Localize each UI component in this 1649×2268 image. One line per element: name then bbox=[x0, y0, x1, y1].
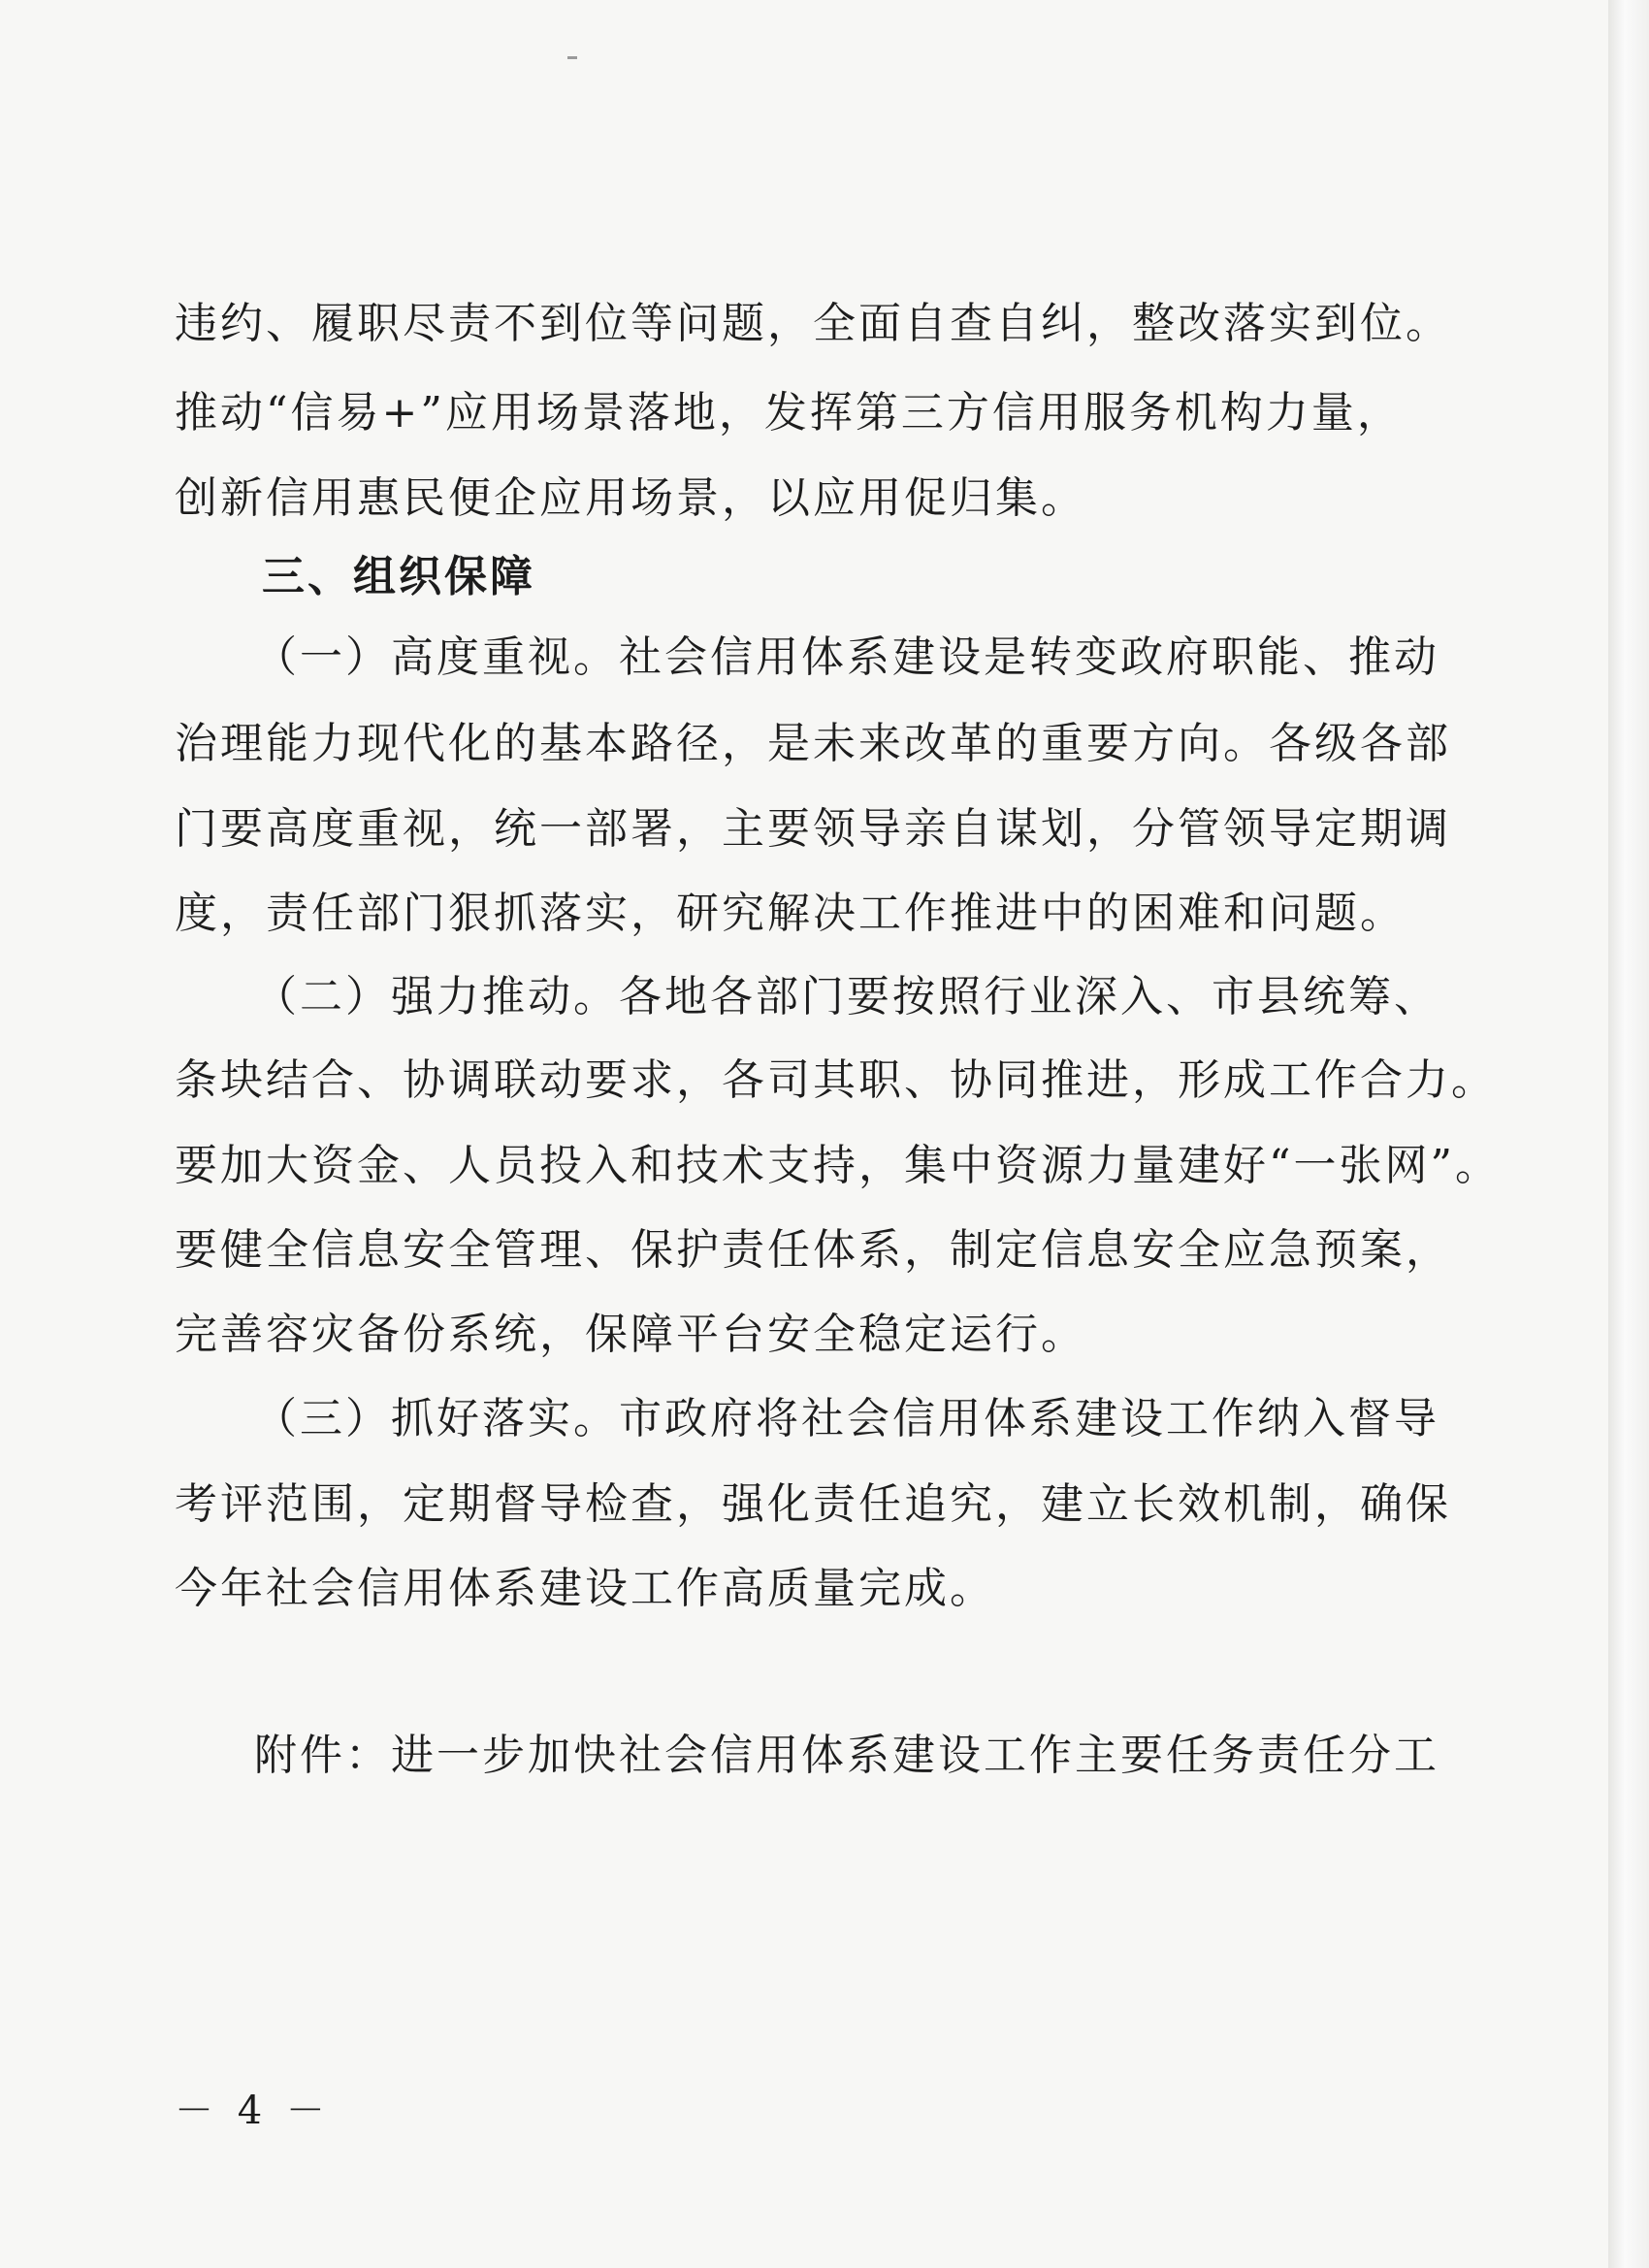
body-text-line: （一）高度重视。社会信用体系建设是转变政府职能、推动 bbox=[254, 632, 1439, 682]
body-text-line: 要加大资金、人员投入和技术支持，集中资源力量建好“一张网”。 bbox=[175, 1141, 1501, 1190]
page-number: － 4 － bbox=[175, 2089, 331, 2133]
body-text-line: 门要高度重视，统一部署，主要领导亲自谋划，分管领导定期调 bbox=[175, 804, 1451, 854]
page-edge bbox=[1608, 0, 1649, 2268]
scan-mark bbox=[567, 56, 577, 59]
body-text-line: 要健全信息安全管理、保护责任体系，制定信息安全应急预案， bbox=[175, 1225, 1451, 1275]
section-heading: 三、组织保障 bbox=[262, 552, 535, 601]
body-text-line: 违约、履职尽责不到位等问题，全面自查自纠，整改落实到位。 bbox=[175, 299, 1451, 348]
attachment-note: 附件：进一步加快社会信用体系建设工作主要任务责任分工 bbox=[254, 1731, 1439, 1780]
body-text-line: 今年社会信用体系建设工作高质量完成。 bbox=[175, 1564, 995, 1613]
body-text-line: 推动“信易+”应用场景落地，发挥第三方信用服务机构力量， bbox=[175, 388, 1403, 437]
body-text-line: 考评范围，定期督导检查，强化责任追究，建立长效机制，确保 bbox=[175, 1479, 1451, 1529]
body-text-line: 完善容灾备份系统，保障平台安全稳定运行。 bbox=[175, 1310, 1086, 1359]
body-text-line: 度，责任部门狠抓落实，研究解决工作推进中的困难和问题。 bbox=[175, 889, 1406, 938]
body-text-line: 治理能力现代化的基本路径，是未来改革的重要方向。各级各部 bbox=[175, 719, 1451, 768]
body-text-line: 条块结合、协调联动要求，各司其职、协同推进，形成工作合力。 bbox=[175, 1055, 1497, 1105]
body-text-line: （三）抓好落实。市政府将社会信用体系建设工作纳入督导 bbox=[254, 1394, 1439, 1443]
body-text-line: 创新信用惠民便企应用场景，以应用促归集。 bbox=[175, 473, 1086, 523]
body-text-line: （二）强力推动。各地各部门要按照行业深入、市县统筹、 bbox=[254, 972, 1439, 1021]
